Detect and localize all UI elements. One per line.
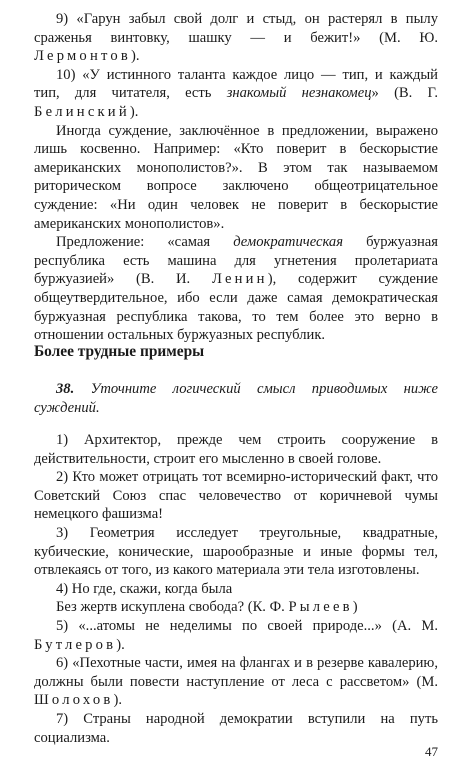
item-4-line-2	[34, 598, 438, 617]
item-6	[34, 654, 438, 710]
top-text-block	[34, 10, 438, 345]
item-5-quote: 5) «...атомы не неделимы по своей природе...» (А. М.	[56, 617, 438, 634]
example-10-quote: 10) «У истинного таланта каждое лицо — тип, и каждый тип, для читателя, есть	[34, 66, 438, 102]
item-4-author: Рылеев	[288, 599, 353, 616]
task-items	[34, 431, 438, 747]
example-10-mid: » (В. Г.	[371, 85, 438, 102]
example-10	[34, 66, 438, 122]
example-9-end: ).	[130, 48, 140, 65]
task-number: 38.	[56, 381, 75, 397]
item-6-end: ).	[113, 692, 122, 709]
task-text: Уточните логический смысл приводимых ниже суждений.	[34, 381, 439, 416]
example-10-italic: знакомый незнакомец	[226, 85, 372, 102]
sentence-part-c: буржуазная республика есть машина для угнетения пролетариата буржуазией» (В. И.	[34, 234, 438, 288]
item-2: 2) Кто может отрицать тот всемирно-исторический факт, что Советский Союз спас человечество от коричневой чумы немецкого фашизма!	[34, 469, 438, 523]
task-block	[34, 380, 438, 417]
item-5-author: Бутлеров	[34, 636, 117, 653]
sentence-part-e: ), содержит суждение общеутвердительное, ибо если даже самая демократическая буржуазная республика такова, то тем более это верно в отношении остальных буржуазных республик.	[34, 271, 438, 344]
sentence-part-a: Предложение: «самая	[56, 234, 234, 251]
paragraph-sentence-example	[34, 233, 438, 345]
item-4-quote: Без жертв искуплена свобода? (К. Ф.	[56, 599, 289, 616]
example-9-quote: 9) «Гарун забыл свой долг и стыд, он растерял в пылу сраженья винтовку, шашку — и бежит!» (М. Ю.	[34, 11, 438, 46]
sentence-author: Ленин	[211, 271, 268, 288]
example-9-author: Лермонтов	[34, 48, 131, 65]
item-3: 3) Геометрия исследует треугольные, квадратные, кубические, конические, шарообразные и иные формы тел, отвлекаясь от того, из какого материала эти тела изготовлены.	[34, 524, 438, 579]
paragraph-indirect-judgement: Иногда суждение, заключённое в предложении, выражено лишь косвенно. Например: «Кто поверит в бескорыстие американских монополистов?». В этом так называемом риторическом вопросе заключено общеотрицательное суждение: «Ни один человек не поверит в бескорыстие американских монополистов».	[34, 122, 438, 232]
item-6-author: Шолохов	[34, 692, 114, 709]
item-4-end: )	[352, 599, 358, 616]
item-6-quote: 6) «Пехотные части, имея на флангах и в резерве кавалерию, должны были повести наступление от леса с рассветом» (М.	[34, 655, 438, 690]
item-1: 1) Архитектор, прежде чем строить сооружение в действительности, строит его мысленно в своей голове.	[34, 432, 438, 467]
item-7: 7) Страны народной демократии вступили на путь социализма.	[34, 710, 438, 746]
item-5-end: ).	[116, 636, 125, 653]
example-10-author: Белинский	[34, 103, 130, 120]
example-10-end: ).	[129, 103, 139, 120]
page-number: 47	[425, 744, 438, 759]
item-5	[34, 617, 438, 654]
sentence-italic: демократическая	[233, 234, 344, 251]
task-38	[34, 380, 438, 417]
section-heading: Более трудные примеры	[34, 343, 205, 360]
example-9	[34, 10, 438, 66]
item-4-line-1: 4) Но где, скажи, когда была	[56, 580, 233, 597]
